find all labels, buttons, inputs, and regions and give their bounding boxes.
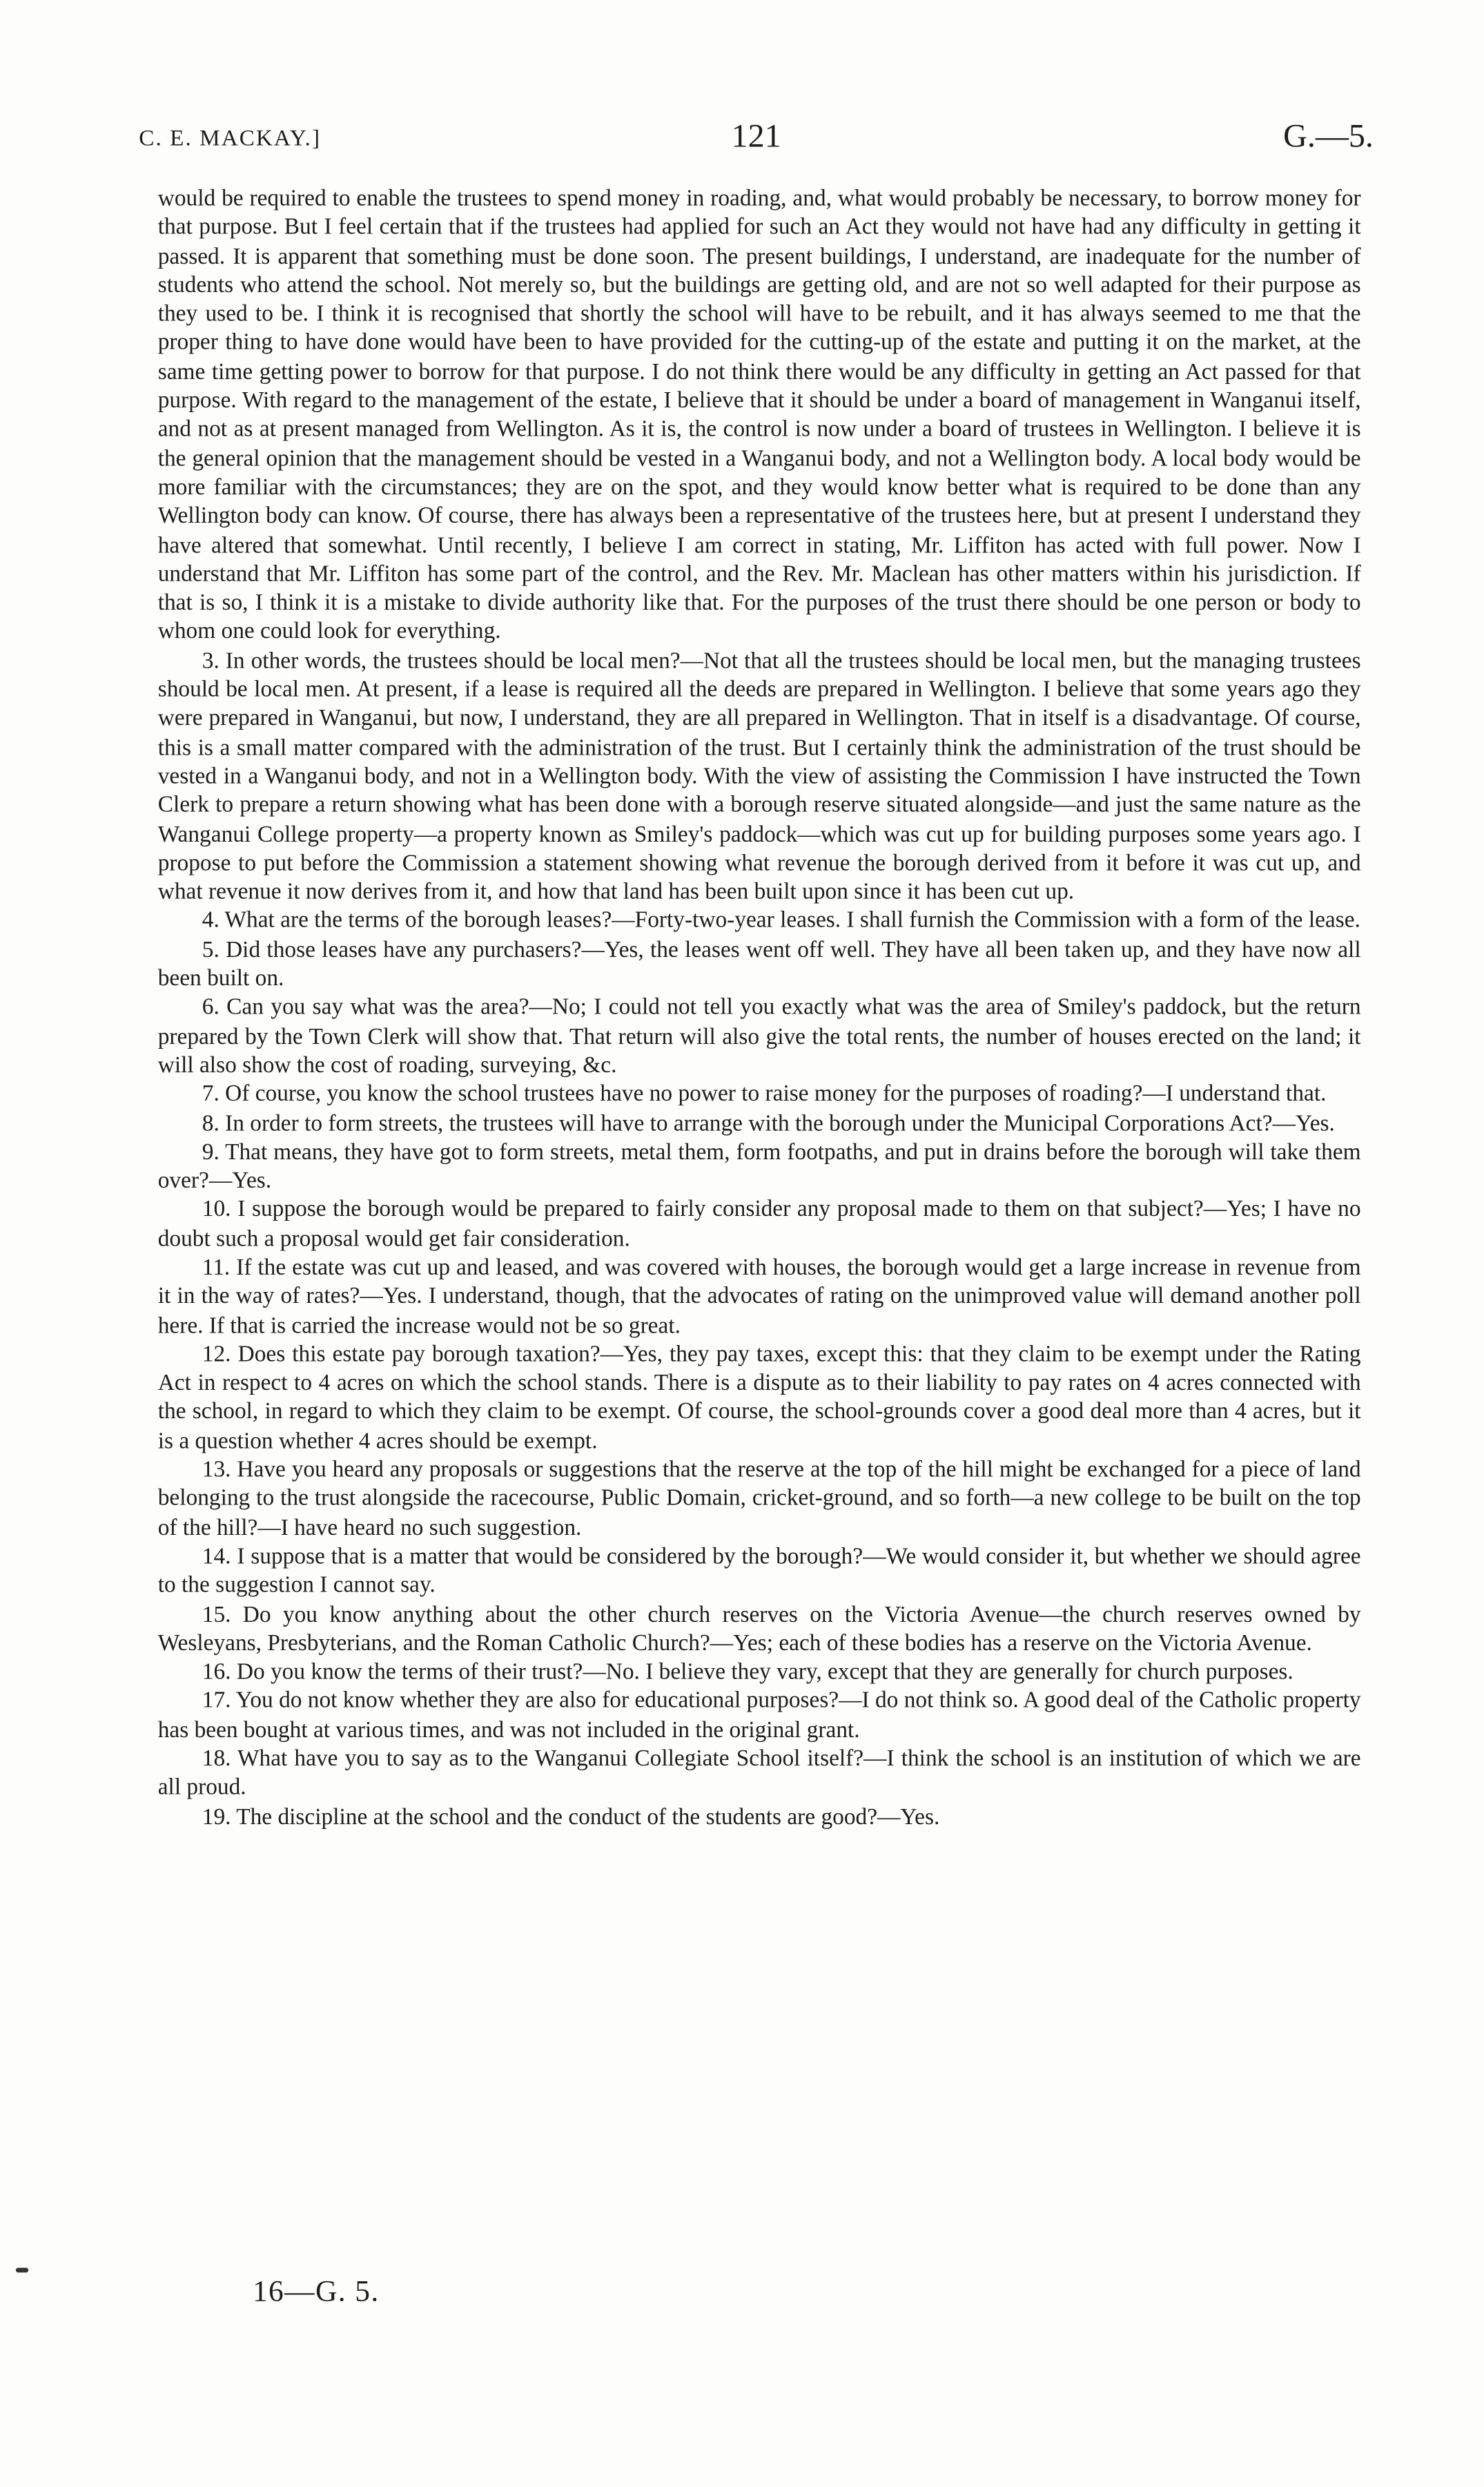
paragraph-question-10: 10. I suppose the borough would be prepared to fairly consider any proposal made to them on that subject?—Yes; I have no doubt such a proposal would get fair consideration.: [157, 1197, 1361, 1252]
paragraph-question-12: 12. Does this estate pay borough taxation?—Yes, they pay taxes, except this: that they claim to be exempt under the Rating Act in respect to 4 acres on which the school stands. There is a dispute as to their liability to pay rates on 4 acres connected with the school, in regard to which they claim to be exempt. Of course, the school-grounds cover a good deal more than 4 acres, but it is a question whether 4 acres should be exempt.: [157, 1342, 1361, 1455]
paragraph-question-16: 16. Do you know the terms of their trust?—No. I believe they vary, except that they are generally for church purposes.: [202, 1660, 1293, 1685]
witness-name: C. E. MACKAY.]: [139, 126, 322, 152]
margin-mark: [16, 2267, 28, 2272]
paragraph-question-7: 7. Of course, you know the school trustees have no power to raise money for the purposes of roading?—I understand that.: [202, 1082, 1327, 1107]
paragraph-question-18: 18. What have you to say as to the Wanganui Collegiate School itself?—I think the school is an institution of which we are all proud.: [157, 1746, 1361, 1801]
paragraph-question-15: 15. Do you know anything about the other church reserves on the Victoria Avenue—the church reserves owned by Wesleyans, Presbyterians, and the Roman Catholic Church?—Yes; each of these bodies has a reserve on the Victoria Avenue.: [157, 1602, 1361, 1656]
paragraph-question-17: 17. You do not know whether they are also for educational purposes?—I do not think so. A good deal of the Catholic property has been bought at various times, and was not included in the original grant.: [157, 1689, 1361, 1743]
paragraph-question-9: 9. That means, they have got to form streets, metal them, form footpaths, and put in drains before the borough will take them over?—Yes.: [157, 1139, 1361, 1194]
paragraph-question-11: 11. If the estate was cut up and leased, and was covered with houses, the borough would get a large increase in revenue from it in the way of rates?—Yes. I understand, though, that the advocates of rating on the unimproved value will demand another poll here. If that is carried the increase would not be so great.: [157, 1255, 1361, 1339]
signature-footer: 16—G. 5.: [252, 2275, 380, 2309]
document-body: [158, 185, 1361, 1832]
paragraph-question-4: 4. What are the terms of the borough leases?—Forty-two-year leases. I shall furnish the Commission with a form of the lease.: [202, 909, 1360, 934]
paragraph-question-3: 3. In other words, the trustees should be local men?—Not that all the trustees should be local men, but the managing trustees should be local men. At present, if a lease is required all the deeds are prepared in Wellington. I believe that some years ago they were prepared in Wanganui, but now, I understand, they are all prepared in Wellington. That in itself is a disadvantage. Of course, this is a small matter compared with the administration of the trust. But I certainly think the administration of the trust should be vested in a Wanganui body, and not in a Wellington body. With the view of assisting the Commission I have instructed the Town Clerk to prepare a return showing what has been done with a borough reserve situated alongside—and just the same nature as the Wanganui College property—a property known as Smiley's paddock—which was cut up for building purposes some years ago. I propose to put before the Commission a statement showing what revenue the borough derived from it before it was cut up, and what revenue it now derives from it, and how that land has been built upon since it has been cut up.: [157, 648, 1361, 905]
paragraph-question-6: 6. Can you say what was the area?—No; I could not tell you exactly what was the area of Smiley's paddock, but the return prepared by the Town Clerk will show that. That return will also give the total rents, the number of houses erected on the land; it will also show the cost of roading, surveying, &c.: [157, 995, 1361, 1078]
paragraph-question-8: 8. In order to form streets, the trustees will have to arrange with the borough under the Municipal Corporations Act?—Yes.: [202, 1111, 1335, 1136]
page-number: 121: [731, 117, 781, 155]
paragraph-question-19: 19. The discipline at the school and the conduct of the students are good?—Yes.: [202, 1804, 940, 1830]
paragraph-question-5: 5. Did those leases have any purchasers?—Yes, the leases went off well. They have all been taken up, and they have now all been built on.: [157, 937, 1361, 992]
paragraph-question-14: 14. I suppose that is a matter that would be considered by the borough?—We would consider it, but whether we should agree to the suggestion I cannot say.: [157, 1544, 1361, 1599]
page-header: [139, 117, 1374, 168]
paragraph-question-13: 13. Have you heard any proposals or suggestions that the reserve at the top of the hill might be exchanged for a piece of land belonging to the trust alongside the racecourse, Public Domain, cricket-ground, and so forth—a new college to be built on the top of the hill?—I have heard no such suggestion.: [157, 1458, 1361, 1541]
paragraph-continued: would be required to enable the trustees to spend money in roading, and, what would probably be necessary, to borrow money for that purpose. But I feel certain that if the trustees had applied for such an Act they would not have had any difficulty in getting it passed. It is apparent that something must be done soon. The present buildings, I understand, are inadequate for the number of students who attend the school. Not merely so, but the buildings are getting old, and are not so well adapted for their purpose as they used to be. I think it is recognised that shortly the school will have to be rebuilt, and it has always seemed to me that the proper thing to have done would have been to have provided for the cutting-up of the estate and putting it on the market, at the same time getting power to borrow for that purpose. I do not think there would be any difficulty in getting an Act passed for that purpose. With regard to the management of the estate, I believe that it should be under a board of management in Wanganui itself, and not as at present managed from Wellington. As it is, the control is now under a board of trustees in Wellington. I believe it is the general opinion that the management should be vested in a Wanganui body, and not a Wellington body. A local body would be more familiar with the circumstances; they are on the spot, and they would know better what is required to be done than any Wellington body can know. Of course, there has always been a representative of the trustees here, but at present I understand they have altered that somewhat. Until recently, I believe I am correct in stating, Mr. Liffiton has acted with full power. Now I understand that Mr. Liffiton has some part of the control, and the Rev. Mr. Maclean has other matters within his jurisdiction. If that is so, I think it is a mistake to divide authority like that. For the purposes of the trust there should be one person or body to whom one could look for everything.: [157, 186, 1361, 646]
document-reference: G.—5.: [1283, 117, 1374, 155]
